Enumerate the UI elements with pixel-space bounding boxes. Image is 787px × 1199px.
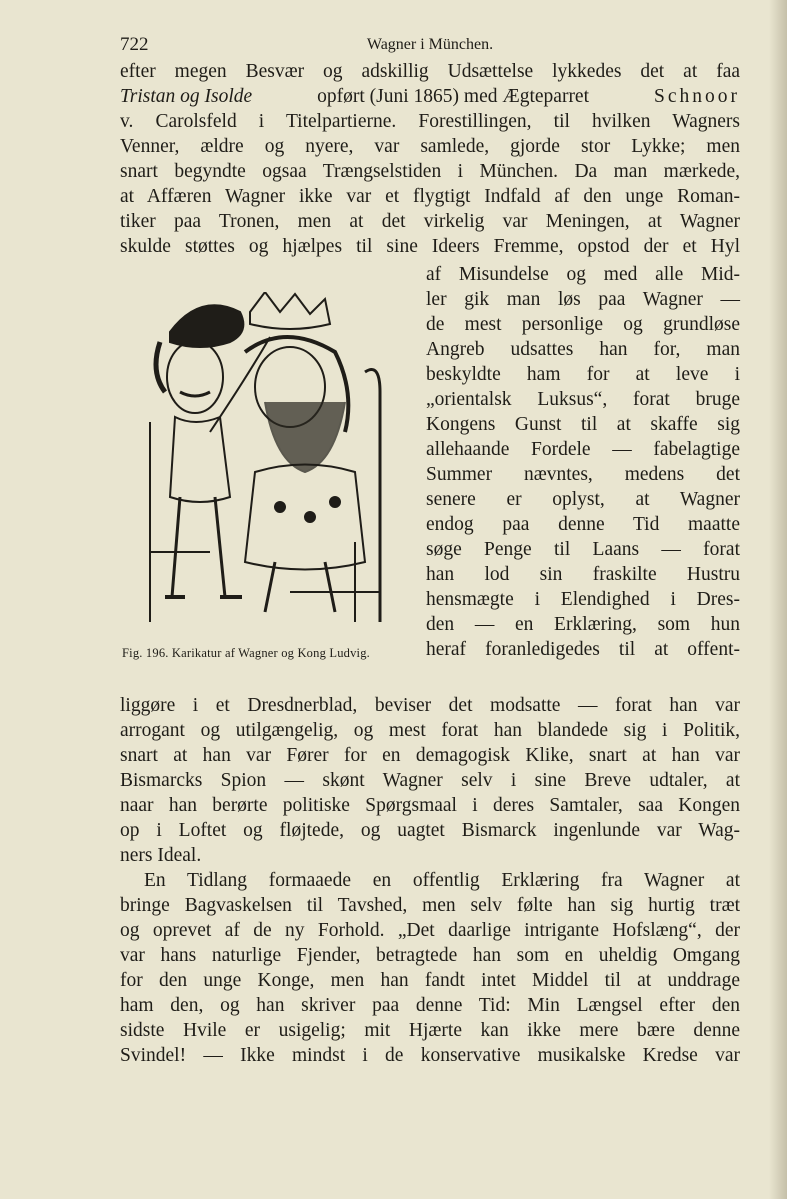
line-text: opført (Juni 1865) med Ægteparret [317, 86, 590, 107]
text-line: Angreb udsattes han for, man [426, 339, 740, 360]
text-line: Venner, ældre og nyere, var samlede, gjorde stor Lykke; men [120, 136, 740, 157]
text-line: af Misundelse og med alle Mid- [426, 264, 740, 285]
text-line: snart at han var Fører for en demagogisk Klike, snart at han var [120, 745, 740, 766]
text-line: skulde støttes og hjælpes til sine Ideers Fremme, opstod der et Hyl [120, 236, 740, 257]
text-line: at Affæren Wagner ikke var et flygtigt Indfald af den unge Roman- [120, 186, 740, 207]
text-line: bringe Bagvaskelsen til Tavshed, men selv følte han sig hurtig træt [120, 895, 740, 916]
text-line: endog paa denne Tid maatte [426, 514, 740, 535]
text-line: liggøre i et Dresdnerblad, beviser det modsatte — forat han var [120, 695, 740, 716]
page-edge-shadow [769, 0, 787, 1199]
text-line: Svindel! — Ikke mindst i de konservative musikalske Kredse var [120, 1045, 740, 1066]
text-line: Kongens Gunst til at skaffe sig [426, 414, 740, 435]
text-line: ham den, og han skriver paa denne Tid: Min Længsel efter den [120, 995, 740, 1016]
text-line: „orientalsk Luksus“, forat bruge [426, 389, 740, 410]
text-line: naar han berørte politiske Spørgsmaal i deres Samtaler, saa Kongen [120, 795, 740, 816]
text-line: v. Carolsfeld i Titelpartierne. Forestillingen, til hvilken Wagners [120, 111, 740, 132]
running-head: Wagner i München. [366, 36, 494, 53]
bottom-paragraphs [120, 693, 740, 1068]
work-title: Tristan og Isolde [120, 86, 253, 107]
text-line: op i Loftet og fløjtede, og uagtet Bismarck ingenlunde var Wag- [120, 820, 740, 841]
text-line: hensmægte i Elendighed i Dres- [426, 589, 740, 610]
text-line: den — en Erklæring, som hun [426, 614, 740, 635]
text-line: han lod sin fraskilte Hustru [426, 564, 740, 585]
text-line: beskyldte ham for at leve i [426, 364, 740, 385]
text-line: var hans naturlige Fjender, betragtede han som en uheldig Omgang [120, 945, 740, 966]
text-line [120, 84, 740, 109]
text-line: søge Penge til Laans — forat [426, 539, 740, 560]
text-line: snart begyndte ogsaa Trængselstiden i München. Da man mærkede, [120, 161, 740, 182]
text-line: de mest personlige og grundløse [426, 314, 740, 335]
text-line: og oprevet af de ny Forhold. „Det daarlige intrigante Hofslæng“, der [120, 920, 740, 941]
text-line: arrogant og utilgængelig, og mest forat han blandede sig i Politik, [120, 720, 740, 741]
text-line: heraf foranledigedes til at offent- [426, 639, 740, 660]
page-number: 722 [120, 34, 149, 55]
text-line: Summer nævntes, medens det [426, 464, 740, 485]
text-line: for den unge Konge, men han fandt intet Middel til at unddrage [120, 970, 740, 991]
singer-name: Schnoor [653, 86, 740, 107]
text-line: allehaande Fordele — fabelagtige [426, 439, 740, 460]
text-line: senere er oplyst, at Wagner [426, 489, 740, 510]
text-line: Bismarcks Spion — skønt Wagner selv i sine Breve udtaler, at [120, 770, 740, 791]
text-line: En Tidlang formaaede en offentlig Erklæring fra Wagner at [144, 870, 740, 891]
top-paragraph [120, 59, 740, 259]
figure-caption: Fig. 196. Karikatur af Wagner og Kong Ludvig. [122, 646, 370, 660]
column-paragraph [426, 262, 740, 662]
text-line: efter megen Besvær og adskillig Udsættelse lykkedes det at faa [120, 61, 740, 82]
text-line: ners Ideal. [120, 845, 202, 866]
page-header [120, 34, 740, 60]
caricature-illustration [140, 292, 410, 632]
text-line: ler gik man løs paa Wagner — [426, 289, 740, 310]
text-line: sidste Hvile er usigelig; mit Hjærte kan ikke mere bære denne [120, 1020, 740, 1041]
text-line: tiker paa Tronen, men at det virkelig var Meningen, at Wagner [120, 211, 740, 232]
mixed-style-line [120, 84, 740, 109]
